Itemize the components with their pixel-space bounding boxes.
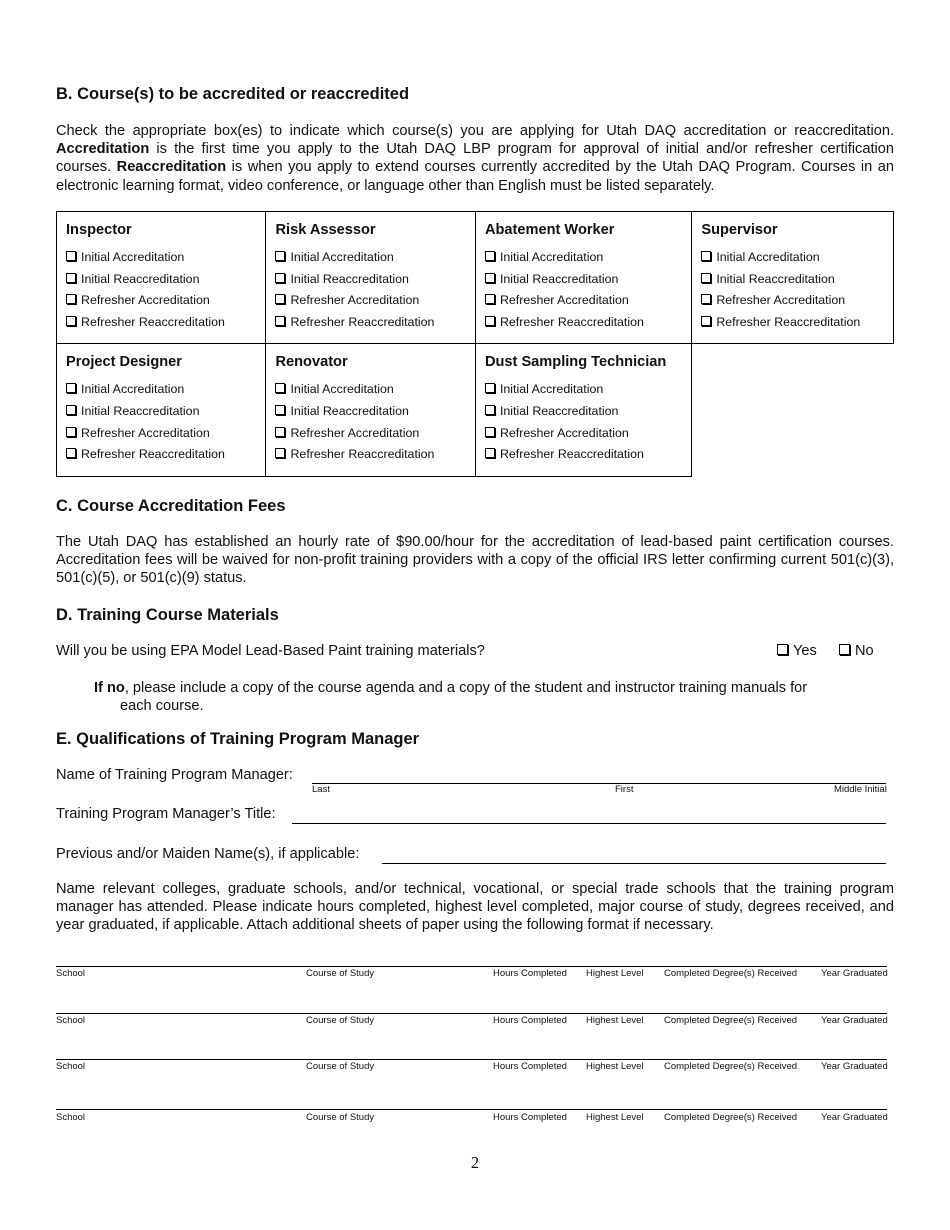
manager-name-field[interactable] bbox=[312, 766, 886, 784]
col-course: Course of Study bbox=[306, 1015, 375, 1026]
checkbox[interactable] bbox=[701, 294, 711, 304]
checkbox[interactable] bbox=[839, 644, 850, 655]
checkbox[interactable] bbox=[485, 383, 495, 393]
checkbox[interactable] bbox=[777, 644, 788, 655]
course-option[interactable]: Refresher Reaccreditation bbox=[701, 312, 884, 334]
if-no-instruction-cont: each course. bbox=[120, 698, 204, 714]
col-degree: Completed Degree(s) Received bbox=[664, 1061, 798, 1072]
checkbox[interactable] bbox=[275, 251, 285, 261]
section-b-instructions: Check the appropriate box(es) to indicate which course(s) you are applying for Utah DAQ accreditation or reaccreditation. Accreditation is the first time you apply to the Utah DAQ LBP program for approval of initial and/or refresher certification courses. Reaccreditation is when you apply to extend courses currently accredited by the Utah DAQ Program. Courses in an electronic learning format, video conference, or language other than English must be listed separately. bbox=[56, 123, 894, 194]
course-option[interactable]: Initial Accreditation bbox=[485, 247, 682, 269]
course-cell-risk-assessor bbox=[266, 212, 475, 344]
manager-name-label: Name of Training Program Manager: bbox=[56, 767, 293, 783]
course-category-title: Inspector bbox=[66, 222, 132, 238]
checkbox[interactable] bbox=[275, 448, 285, 458]
checkbox[interactable] bbox=[66, 383, 76, 393]
col-level: Highest Level bbox=[586, 1112, 644, 1123]
col-school: School bbox=[56, 1061, 86, 1072]
if-no-instruction: If no, please include a copy of the course agenda and a copy of the student and instructor training manuals for bbox=[94, 680, 808, 696]
checkbox[interactable] bbox=[66, 251, 76, 261]
checkbox[interactable] bbox=[275, 294, 285, 304]
course-option[interactable]: Refresher Accreditation bbox=[485, 290, 682, 312]
course-option[interactable]: Initial Reaccreditation bbox=[66, 269, 256, 291]
course-option[interactable]: Refresher Reaccreditation bbox=[485, 444, 682, 466]
course-option[interactable]: Initial Accreditation bbox=[66, 379, 256, 401]
first-name-label: First bbox=[615, 784, 634, 795]
course-cell-inspector bbox=[57, 212, 266, 344]
col-degree: Completed Degree(s) Received bbox=[664, 1015, 798, 1026]
manager-title-field[interactable] bbox=[292, 806, 886, 824]
course-option[interactable]: Initial Reaccreditation bbox=[275, 269, 465, 291]
course-option[interactable]: Refresher Accreditation bbox=[701, 290, 884, 312]
checkbox[interactable] bbox=[66, 294, 76, 304]
course-cell-project-designer bbox=[57, 344, 266, 477]
checkbox[interactable] bbox=[66, 448, 76, 458]
col-year: Year Graduated bbox=[821, 1015, 888, 1026]
page-number: 2 bbox=[470, 1153, 480, 1172]
col-degree: Completed Degree(s) Received bbox=[664, 968, 798, 979]
col-year: Year Graduated bbox=[821, 1112, 888, 1123]
col-hours: Hours Completed bbox=[493, 968, 567, 979]
checkbox[interactable] bbox=[485, 448, 495, 458]
course-option[interactable]: Refresher Accreditation bbox=[275, 423, 465, 445]
course-cell-renovator bbox=[266, 344, 475, 477]
checkbox[interactable] bbox=[66, 427, 76, 437]
course-option[interactable]: Initial Reaccreditation bbox=[275, 401, 465, 423]
checkbox[interactable] bbox=[701, 251, 711, 261]
empty-cell bbox=[692, 344, 894, 477]
course-category-title: Supervisor bbox=[701, 222, 778, 238]
materials-question: Will you be using EPA Model Lead-Based Paint training materials? bbox=[56, 643, 485, 659]
checkbox[interactable] bbox=[275, 405, 285, 415]
course-option[interactable]: Refresher Accreditation bbox=[66, 423, 256, 445]
course-option[interactable]: Initial Accreditation bbox=[275, 247, 465, 269]
middle-initial-label: Middle Initial bbox=[834, 784, 887, 795]
section-d-heading: D. Training Course Materials bbox=[56, 606, 279, 624]
checkbox[interactable] bbox=[66, 405, 76, 415]
school-entry-line[interactable] bbox=[56, 954, 887, 967]
course-option[interactable]: Initial Accreditation bbox=[66, 247, 256, 269]
course-option[interactable]: Initial Reaccreditation bbox=[701, 269, 884, 291]
checkbox[interactable] bbox=[66, 316, 76, 326]
col-hours: Hours Completed bbox=[493, 1112, 567, 1123]
checkbox[interactable] bbox=[485, 294, 495, 304]
course-option[interactable]: Initial Reaccreditation bbox=[66, 401, 256, 423]
checkbox[interactable] bbox=[275, 427, 285, 437]
school-entry-line[interactable] bbox=[56, 1097, 887, 1110]
course-category-title: Abatement Worker bbox=[484, 222, 615, 238]
course-category-title: Renovator bbox=[275, 354, 348, 371]
col-year: Year Graduated bbox=[821, 1061, 888, 1072]
col-degree: Completed Degree(s) Received bbox=[664, 1112, 798, 1123]
checkbox[interactable] bbox=[275, 273, 285, 283]
section-e-heading: E. Qualifications of Training Program Manager bbox=[56, 730, 420, 748]
course-option[interactable]: Initial Reaccreditation bbox=[485, 401, 682, 423]
col-course: Course of Study bbox=[306, 1112, 375, 1123]
course-category-title: Risk Assessor bbox=[275, 222, 376, 238]
course-category-title: Dust Sampling Technician bbox=[484, 354, 667, 371]
course-cell-abatement-worker bbox=[475, 212, 691, 344]
section-c-heading: C. Course Accreditation Fees bbox=[56, 497, 286, 515]
previous-name-field[interactable] bbox=[382, 846, 886, 864]
course-option[interactable]: Refresher Reaccreditation bbox=[275, 312, 465, 334]
manager-title-label: Training Program Manager’s Title: bbox=[56, 806, 276, 822]
course-option[interactable]: Refresher Accreditation bbox=[275, 290, 465, 312]
previous-name-label: Previous and/or Maiden Name(s), if applicable: bbox=[56, 846, 360, 862]
course-option[interactable]: Initial Accreditation bbox=[485, 379, 682, 401]
course-option[interactable]: Refresher Reaccreditation bbox=[485, 312, 682, 334]
col-course: Course of Study bbox=[306, 1061, 375, 1072]
col-hours: Hours Completed bbox=[493, 1061, 567, 1072]
course-option[interactable]: Refresher Reaccreditation bbox=[66, 312, 256, 334]
course-cell-supervisor bbox=[692, 212, 894, 344]
course-option[interactable]: Initial Reaccreditation bbox=[485, 269, 682, 291]
checkbox[interactable] bbox=[485, 427, 495, 437]
checkbox[interactable] bbox=[275, 383, 285, 393]
col-level: Highest Level bbox=[586, 1061, 644, 1072]
yes-option[interactable]: Yes bbox=[777, 643, 817, 659]
no-option[interactable]: No bbox=[839, 643, 874, 659]
col-school: School bbox=[56, 968, 86, 979]
col-course: Course of Study bbox=[306, 968, 375, 979]
school-entry-line[interactable] bbox=[56, 1047, 887, 1060]
checkbox[interactable] bbox=[485, 251, 495, 261]
checkbox[interactable] bbox=[275, 316, 285, 326]
col-year: Year Graduated bbox=[821, 968, 888, 979]
col-hours: Hours Completed bbox=[493, 1015, 567, 1026]
course-selection-table bbox=[56, 211, 894, 477]
course-category-title: Project Designer bbox=[66, 354, 182, 371]
checkbox[interactable] bbox=[485, 273, 495, 283]
course-option[interactable]: Initial Accreditation bbox=[701, 247, 884, 269]
course-option[interactable]: Refresher Reaccreditation bbox=[275, 444, 465, 466]
checkbox[interactable] bbox=[485, 316, 495, 326]
col-school: School bbox=[56, 1112, 86, 1123]
last-name-label: Last bbox=[312, 784, 330, 795]
course-option[interactable]: Refresher Accreditation bbox=[66, 290, 256, 312]
checkbox[interactable] bbox=[485, 405, 495, 415]
school-entry-line[interactable] bbox=[56, 1001, 887, 1014]
checkbox[interactable] bbox=[66, 273, 76, 283]
col-level: Highest Level bbox=[586, 1015, 644, 1026]
col-level: Highest Level bbox=[586, 968, 644, 979]
schools-instructions: Name relevant colleges, graduate schools, and/or technical, vocational, or special trade schools that the training program manager has attended. Please indicate hours completed, highest level completed, major course of study, degrees received, and year graduated, if applicable. Attach additional sheets of paper using the following format if necessary. bbox=[56, 881, 894, 934]
course-option[interactable]: Refresher Reaccreditation bbox=[66, 444, 256, 466]
section-c-text: The Utah DAQ has established an hourly rate of $90.00/hour for the accreditation of lead-based paint certification courses. Accreditation fees will be waived for non-profit training providers with a copy of the official IRS letter confirming current 501(c)(3), 501(c)(5), or 501(c)(9) status. bbox=[56, 534, 894, 587]
checkbox[interactable] bbox=[701, 316, 711, 326]
section-b-heading: B. Course(s) to be accredited or reaccredited bbox=[56, 85, 410, 103]
checkbox[interactable] bbox=[701, 273, 711, 283]
course-option[interactable]: Initial Accreditation bbox=[275, 379, 465, 401]
course-option[interactable]: Refresher Accreditation bbox=[485, 423, 682, 445]
course-cell-dust-sampling-technician bbox=[475, 344, 691, 477]
col-school: School bbox=[56, 1015, 86, 1026]
